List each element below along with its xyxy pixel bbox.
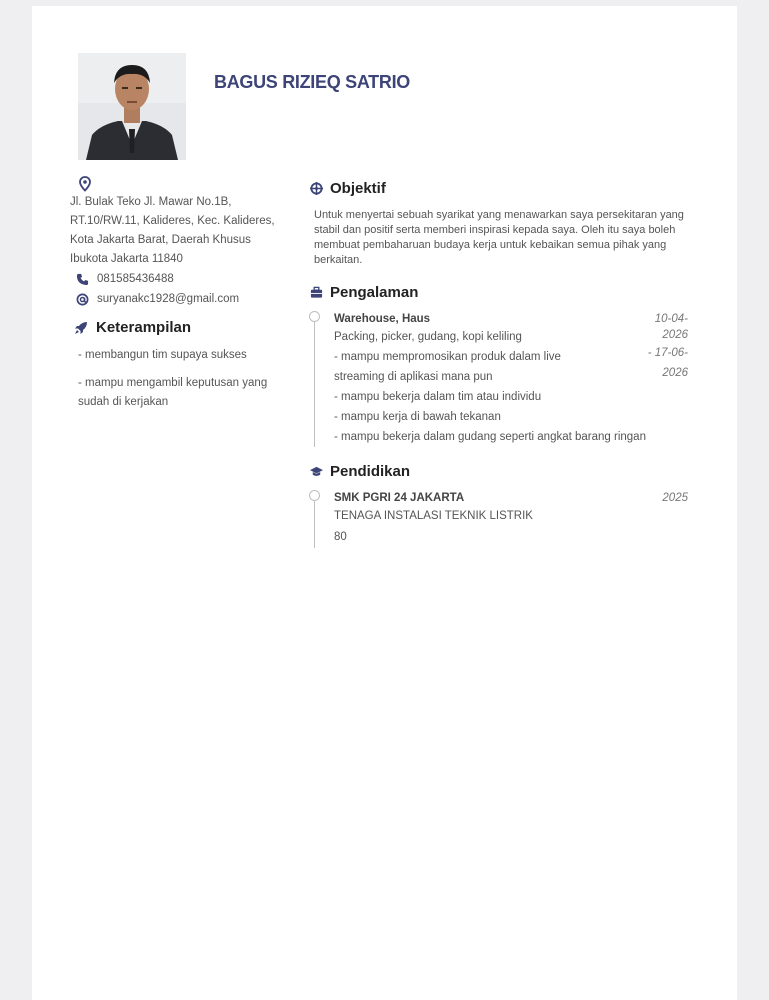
skills-list [70, 346, 290, 412]
experience-date-line: 10-04-2026 [654, 313, 688, 341]
experience-date [646, 311, 688, 447]
experience-line: Packing, picker, gudang, kopi keliling [334, 331, 522, 343]
education-score: 80 [334, 531, 347, 543]
graduation-cap-icon [310, 465, 323, 478]
skills-heading-text: Keterampilan [96, 319, 192, 336]
timeline-dot [309, 490, 320, 501]
list-item: - membangun tim supaya sukses [78, 349, 247, 361]
address-line: RT.10/RW.11, Kalideres, Kec. Kalideres, [70, 215, 275, 227]
education-entry [334, 490, 688, 548]
candidate-name: BAGUS RIZIEQ SATRIO [214, 72, 410, 92]
experience-date-line: 2026 [662, 367, 688, 379]
experience-heading-text: Pengalaman [330, 283, 419, 301]
map-pin-icon [78, 176, 92, 192]
education-major: TENAGA INSTALASI TEKNIK LISTRIK [334, 510, 533, 522]
address [70, 193, 290, 269]
education-details [334, 490, 533, 548]
education-date [618, 490, 688, 548]
education-heading [310, 461, 688, 481]
profile-photo [78, 53, 186, 160]
rocket-icon [74, 321, 88, 335]
briefcase-icon [310, 286, 323, 299]
profile-photo-image [78, 53, 186, 160]
phone-number: 081585436488 [97, 273, 174, 285]
crosshair-icon [310, 182, 323, 195]
experience-title: Warehouse, Haus [334, 313, 431, 325]
objective-heading-text: Objektif [330, 179, 386, 197]
list-item: - mampu mengambil keputusan yang sudah di kerjakan [78, 377, 268, 408]
email-row [70, 289, 290, 309]
at-sign-icon [76, 293, 89, 306]
experience-line: - mampu bekerja dalam gudang seperti angkat barang ringan [334, 431, 646, 443]
main-column [310, 178, 688, 548]
objective-heading [310, 178, 688, 198]
email-address: suryanakc1928@gmail.com [97, 293, 240, 305]
experience-line: - mampu kerja di bawah tekanan [334, 411, 501, 423]
education-timeline [314, 490, 688, 548]
resume-page [32, 6, 737, 1000]
contact-column [70, 176, 290, 421]
experience-heading [310, 282, 688, 302]
experience-line: - mampu bekerja dalam tim atau individu [334, 391, 542, 403]
timeline-dot [309, 311, 320, 322]
education-heading-text: Pendidikan [330, 462, 411, 480]
education-year: 2025 [662, 492, 688, 504]
address-line: Kota Jakarta Barat, Daerah Khusus [70, 234, 251, 246]
experience-entry [334, 311, 688, 447]
experience-timeline [314, 311, 688, 447]
experience-date-line: - 17-06- [647, 347, 688, 359]
phone-row [70, 269, 290, 289]
experience-line: streaming di aplikasi mana pun [334, 371, 493, 383]
phone-icon [76, 273, 89, 286]
school-name: SMK PGRI 24 JAKARTA [334, 492, 465, 504]
skills-heading [70, 319, 290, 336]
experience-details [334, 311, 646, 447]
address-line: Ibukota Jakarta 11840 [70, 253, 183, 265]
address-line: Jl. Bulak Teko Jl. Mawar No.1B, [70, 196, 232, 208]
experience-line: - mampu mempromosikan produk dalam live [334, 351, 561, 363]
objective-text: Untuk menyertai sebuah syarikat yang menawarkan saya persekitaran yang stabil dan positif serta memberi inspirasi kepada saya. Oleh itu saya boleh membuat pembaharuan budaya kerja untuk kebaikan semua pihak yang berkaitan. [314, 209, 684, 266]
